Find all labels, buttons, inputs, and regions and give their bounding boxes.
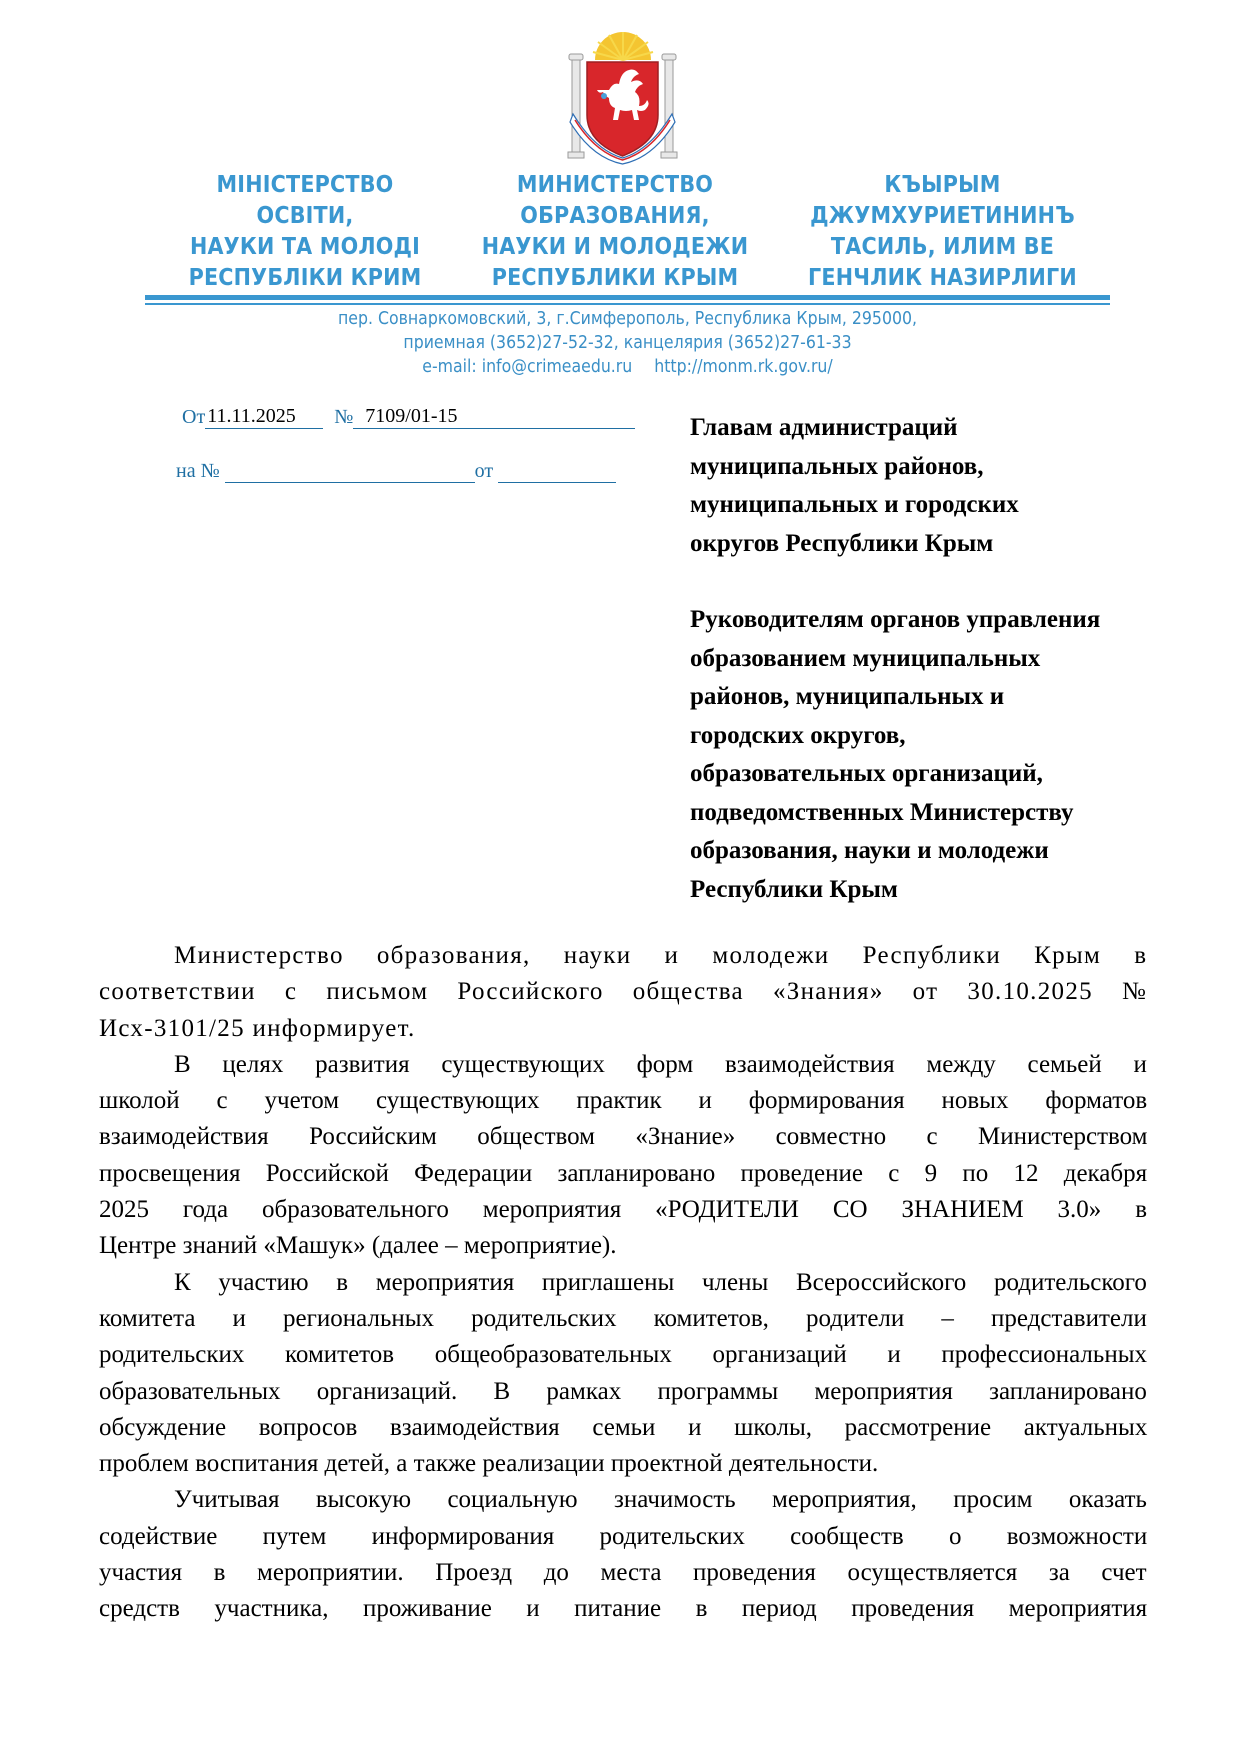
text-line: Министерство образования, науки и молодежи Республики Крым в — [174, 942, 1148, 969]
ministry-name-line: МИНИСТЕРСТВО — [516, 172, 714, 198]
text-line: Центре знаний «Машук» (далее – мероприятие). — [99, 1232, 617, 1260]
ministry-name-line: НАУКИ И МОЛОДЕЖИ — [481, 234, 749, 260]
ministry-name-crimean-tatar — [775, 170, 1110, 294]
paragraph-participants — [99, 1265, 1147, 1483]
text-line: К участию в мероприятия приглашены члены Всероссийского родительского — [174, 1268, 1147, 1296]
addressee-line: районов, муниципальных и — [690, 683, 1005, 710]
date-value: 11.11.2025 — [207, 405, 296, 427]
text-line: проблем воспитания детей, а также реализации проектной деятельности. — [99, 1450, 879, 1478]
number-label: № — [334, 406, 354, 428]
addressee-line: образования, науки и молодежи — [690, 837, 1049, 864]
text-line: взаимодействия Российским обществом «Знание» совместно с Министерством — [99, 1123, 1148, 1151]
number-field — [353, 406, 635, 429]
text-line: родительских комитетов общеобразовательных организаций и профессиональных — [99, 1341, 1147, 1369]
text-line: комитета и региональных родительских комитетов, родители – представители — [99, 1304, 1147, 1332]
text-line: Исх-3101/25 информирует. — [99, 1014, 416, 1042]
text-line: Учитывая высокую социальную значимость мероприятия, просим оказать — [174, 1486, 1147, 1514]
ministry-name-line: КЪЫРЫМ — [884, 172, 1001, 198]
addressee-line: городских округов, — [690, 721, 906, 749]
from-label: От — [182, 406, 206, 428]
text-line: соответствии с письмом Российского общества «Знания» от 30.10.2025 № — [99, 978, 1148, 1006]
addressee — [690, 409, 1190, 947]
paragraph-intro — [99, 938, 1147, 1047]
paragraph-event — [99, 1047, 1147, 1265]
letter-body — [99, 938, 1147, 1628]
addressee-line: Руководителям органов управления — [690, 606, 1101, 633]
reply-date-field — [498, 460, 616, 483]
text-line: обсуждение вопросов взаимодействия семьи и школы, рассмотрение актуальных — [99, 1413, 1148, 1441]
ministry-name-line: ОСВІТИ, — [256, 203, 354, 229]
coat-of-arms-icon — [565, 30, 680, 165]
addressee-block-education-heads — [690, 601, 1190, 909]
addressee-line: образовательных организаций, — [690, 760, 1043, 787]
ministry-name-russian — [460, 170, 770, 294]
paragraph-request — [99, 1482, 1147, 1627]
date-field — [205, 406, 323, 429]
text-line: средств участника, проживание и питание в период проведения мероприятия — [99, 1595, 1148, 1623]
reply-from-label: от — [474, 460, 494, 482]
text-line: школой с учетом существующих практик и формирования новых форматов — [99, 1087, 1148, 1115]
ministry-name-line: РЕСПУБЛІКИ КРИМ — [188, 265, 422, 291]
reply-number-label: на № — [176, 460, 220, 482]
contact-info — [145, 307, 1110, 379]
header-divider-thin — [145, 303, 1110, 305]
addressee-line: образованием муниципальных — [690, 644, 1041, 672]
addressee-line: муниципальных районов, — [690, 452, 984, 480]
text-line: В целях развития существующих форм взаимодействия между семьей и — [174, 1050, 1147, 1078]
phones: приемная (3652)27-52-32, канцелярия (3652)27-61-33 — [403, 333, 852, 353]
addressee-line: подведомственных Министерству — [690, 798, 1074, 826]
number-value: 7109/01-15 — [365, 405, 458, 427]
addressee-line: округов Республики Крым — [690, 529, 994, 557]
text-line: участия в мероприятии. Проезд до места проведения осуществляется за счет — [99, 1559, 1147, 1587]
addressee-line: Республики Крым — [690, 875, 898, 903]
text-line: образовательных организаций. В рамках программы мероприятия запланировано — [99, 1377, 1147, 1405]
ministry-name-line: ДЖУМХУРИЕТИНИНЪ — [810, 203, 1075, 229]
ministry-name-line: МІНІСТЕРСТВО — [216, 172, 394, 198]
website-link[interactable]: http://monm.rk.gov.ru/ — [654, 357, 833, 377]
online-contacts — [145, 355, 1110, 379]
addressee-line: Главам администраций — [690, 414, 958, 441]
addressee-line: муниципальных и городских — [690, 491, 1019, 518]
ministry-name-line: ОБРАЗОВАНИЯ, — [520, 203, 710, 229]
text-line: просвещения Российской Федерации запланировано проведение с 9 по 12 декабря — [99, 1159, 1148, 1187]
header-divider-thick — [145, 295, 1110, 300]
ministry-name-ukrainian — [150, 170, 460, 294]
address: пер. Совнаркомовский, 3, г.Симферополь, Республика Крым, 295000, — [338, 309, 917, 329]
text-line: содействие путем информирования родительских сообществ о возможности — [99, 1522, 1148, 1550]
outgoing-registration — [182, 406, 635, 429]
ministry-name-line: ТАСИЛЬ, ИЛИМ ВЕ — [830, 234, 1055, 260]
incoming-reference — [176, 460, 616, 483]
ministry-name-line: ГЕНЧЛИК НАЗИРЛИГИ — [808, 265, 1077, 291]
ministry-name-line: НАУКИ ТА МОЛОДІ — [189, 234, 421, 260]
addressee-block-heads — [690, 409, 1190, 563]
reply-number-field — [225, 460, 475, 483]
ministry-name-line: РЕСПУБЛИКИ КРЫМ — [491, 265, 739, 291]
email-link[interactable]: e-mail: info@crimeaedu.ru — [422, 357, 633, 377]
text-line: 2025 года образовательного мероприятия «РОДИТЕЛИ СО ЗНАНИЕМ 3.0» в — [99, 1196, 1147, 1224]
